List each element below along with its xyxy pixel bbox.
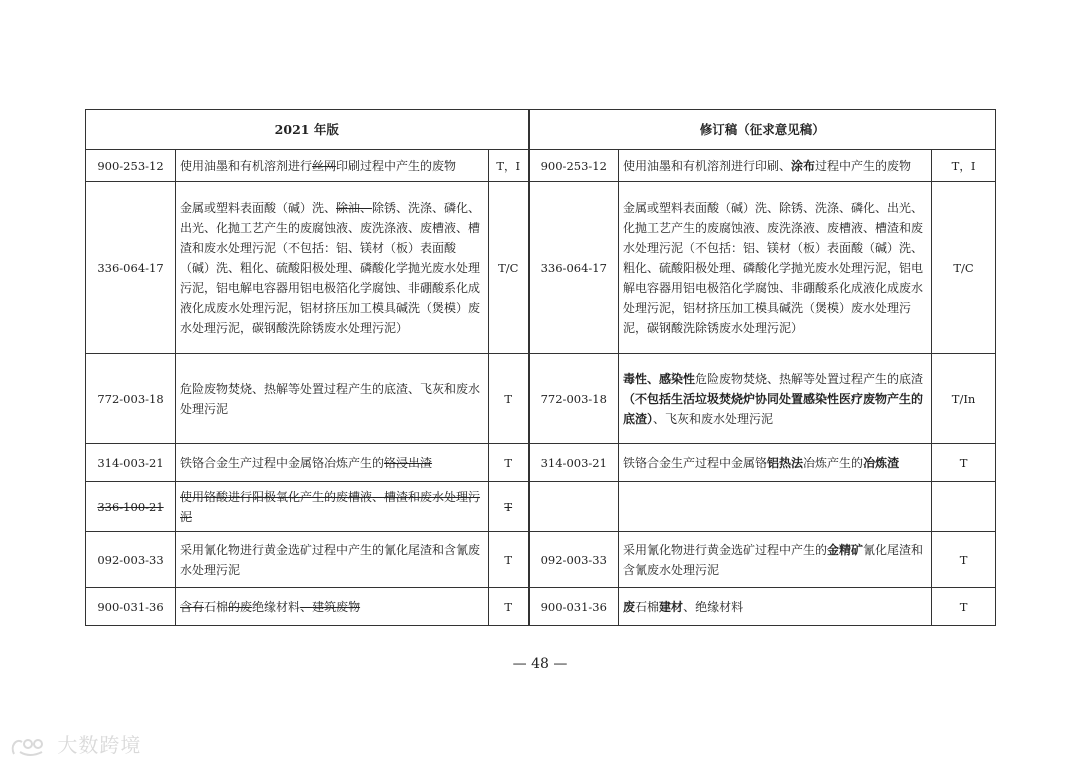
description-segment: 危险废物焚烧、热解等处置过程产生的底渣、飞灰和废水处理污泥 [180,381,481,416]
right-waste-description [619,354,932,444]
table-body [86,150,996,626]
description-segment: 金精矿 [827,542,864,557]
description-segment: 金属或塑料表面酸（碱）洗、 [180,200,337,215]
left-waste-code: 336-100-21 [86,482,176,532]
right-waste-description [619,444,932,482]
description-segment: 含有 [180,599,205,614]
left-waste-code: 900-253-12 [86,150,176,182]
right-waste-description [619,532,932,588]
right-hazard-type [932,482,996,532]
right-waste-description [619,150,932,182]
table-row [86,444,996,482]
description-segment: （不包括生活垃圾焚烧炉协同处置感染性医疗废物产生的底渣） [623,391,924,426]
table-row [86,482,996,532]
left-waste-description [176,588,489,626]
left-waste-description [176,482,489,532]
description-segment: 废 [623,599,636,614]
description-segment: 丝网 [312,158,337,173]
right-waste-code: 336-064-17 [529,182,619,354]
watermark-logo-icon [10,736,48,758]
right-waste-code [529,482,619,532]
header-revised-draft: 修订稿（征求意见稿） [529,110,996,150]
description-segment: 建材 [659,599,684,614]
table-row [86,588,996,626]
right-waste-description [619,482,932,532]
description-segment: 危险废物焚烧、热解等处置过程产生的底渣 [695,371,924,386]
description-segment: 印刷过程中产生的废物 [336,158,457,173]
left-waste-code: 092-003-33 [86,532,176,588]
watermark [10,729,141,758]
right-waste-code: 772-003-18 [529,354,619,444]
left-waste-code: 900-031-36 [86,588,176,626]
description-segment: 除锈、洗涤、磷化、出光、化抛工艺产生的废腐蚀液、废洗涤液、废槽液、槽渣和废水处理污泥（不包括：铝、镁材（板）表面酸（碱）洗、粗化、硫酸阳极处理、磷酸化学抛光废水处理污泥，铝电解电容器用铝电极箔化学腐蚀、非硼酸系化成液化成废水处理污泥，铝材挤压加工模具碱洗（煲模）废水处理污泥，碳钢酸洗除锈废水处理污泥） [180,200,481,335]
left-hazard-type: T [489,444,529,482]
left-hazard-type: T，I [489,150,529,182]
left-waste-code: 336-064-17 [86,182,176,354]
description-segment: 石棉 [204,599,229,614]
left-hazard-type: T/C [489,182,529,354]
description-segment: 铁铬合金生产过程中金属铬冶炼产生的 [180,455,385,470]
description-segment: 采用氰化物进行黄金选矿过程中产生的氰化尾渣和含氰废水处理污泥 [180,542,481,577]
right-hazard-type: T [932,588,996,626]
waste-code-comparison-table [85,109,996,626]
left-hazard-type: T [489,588,529,626]
description-segment: 铁铬合金生产过程中金属铬 [623,455,768,470]
left-waste-code: 772-003-18 [86,354,176,444]
table-row [86,532,996,588]
description-segment: 过程中产生的废物 [815,158,912,173]
right-waste-description [619,588,932,626]
right-hazard-type: T [932,532,996,588]
description-segment: 除油、 [336,200,373,215]
description-segment: 、建筑废物 [300,599,361,614]
description-segment: 冶炼渣 [863,455,900,470]
table-row [86,354,996,444]
description-segment: 、绝缘材料 [683,599,744,614]
watermark-text: 大数跨境 [57,733,142,757]
description-segment: 使用铬酸进行阳极氧化产生的废槽液、槽渣和废水处理污泥 [180,489,481,524]
left-waste-description [176,354,489,444]
right-hazard-type: T [932,444,996,482]
right-waste-code: 900-253-12 [529,150,619,182]
description-segment: 采用氰化物进行黄金选矿过程中产生的 [623,542,828,557]
left-waste-description [176,532,489,588]
right-hazard-type: T/C [932,182,996,354]
description-segment: 使用油墨和有机溶剂进行 [180,158,313,173]
table-row [86,182,996,354]
left-waste-description [176,182,489,354]
right-waste-code: 092-003-33 [529,532,619,588]
table-row [86,150,996,182]
header-2021-version: 2021 年版 [86,110,529,150]
description-segment: 铝热法 [767,455,804,470]
right-hazard-type: T，I [932,150,996,182]
description-segment: 石棉 [635,599,660,614]
description-segment: 毒性、感染性 [623,371,696,386]
left-waste-description [176,150,489,182]
right-waste-code: 900-031-36 [529,588,619,626]
description-segment: 铬浸出渣 [384,455,433,470]
description-segment: 冶炼产生的 [803,455,864,470]
right-hazard-type: T/In [932,354,996,444]
description-segment: 涂布 [791,158,816,173]
left-waste-description [176,444,489,482]
right-waste-description [619,182,932,354]
left-hazard-type: T [489,354,529,444]
description-segment: 的废 [228,599,253,614]
description-segment: 氰化尾渣和含氰废水处理污泥 [623,542,924,577]
description-segment: 金属或塑料表面酸（碱）洗、除锈、洗涤、磷化、出光、化抛工艺产生的废腐蚀液、废洗涤液、废槽液、槽渣和废水处理污泥（不包括：铝、镁材（板）表面酸（碱）洗、粗化、硫酸阳极处理、磷酸化学抛光废水处理污泥，铝电解电容器用铝电极箔化学腐蚀、非硼酸系化成液化成废水处理污泥，铝材挤压加工模具碱洗（煲模）废水处理污泥，碳钢酸洗除锈废水处理污泥） [623,200,924,335]
left-hazard-type: T [489,482,529,532]
description-segment: 绝缘材料 [252,599,301,614]
left-waste-code: 314-003-21 [86,444,176,482]
description-segment: 、飞灰和废水处理污泥 [653,411,774,426]
right-waste-code: 314-003-21 [529,444,619,482]
page-number: — 48 — [512,656,568,672]
left-hazard-type: T [489,532,529,588]
description-segment: 使用油墨和有机溶剂进行印刷、 [623,158,792,173]
